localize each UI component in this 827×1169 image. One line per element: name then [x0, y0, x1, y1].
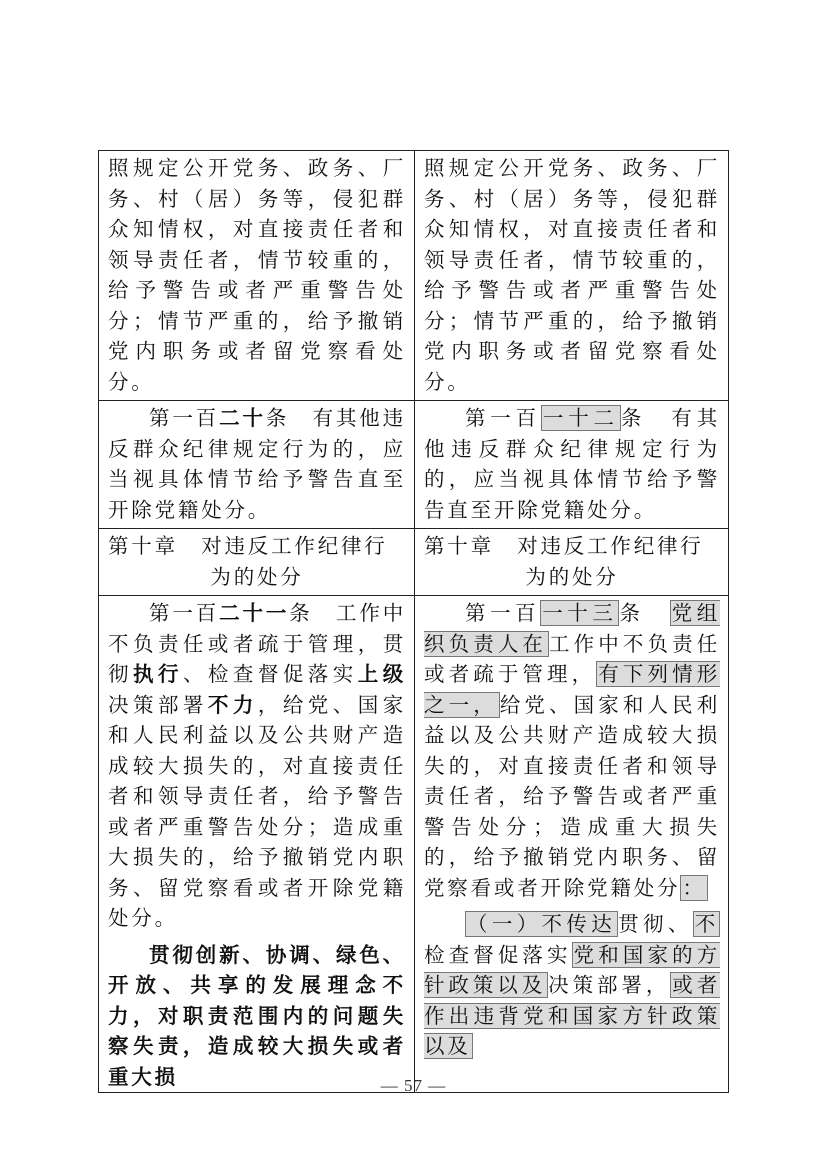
article-121-paragraph — [108, 598, 406, 934]
text-run: 照规定公开党务、政务、厂务、村（居）务等，侵犯群众知情权，对直接责任者和领导责任者，情节较重的，给予警告或者严重警告处分；情节严重的，给予撤销党内职务或者留党察看处分。 — [424, 156, 720, 394]
highlighted-change: （一）不传达 — [467, 912, 617, 936]
article-113-paragraph — [424, 598, 720, 903]
bold-text: 不力 — [207, 692, 258, 717]
bold-text: 贯彻创新、协调、绿色、开放、共享的发展理念不力，对职责范围内的问题失察失责，造成较大损失或者重大损 — [108, 942, 406, 1089]
chapter-heading-line: 为的处分 — [525, 564, 619, 589]
left-cell — [99, 151, 415, 401]
right-cell — [415, 401, 729, 529]
highlighted-change: 一十二 — [542, 406, 619, 430]
text-run: 条 有其他违反群众纪律规定行为的，应当视具体情节给予警告直至开除党籍处分。 — [108, 406, 406, 522]
text-run: 第一百 — [149, 406, 220, 430]
text-run: 第一百 — [465, 601, 541, 625]
article-112-paragraph — [424, 403, 720, 525]
left-cell — [99, 401, 415, 529]
chapter-heading — [108, 531, 406, 592]
article-120-paragraph — [108, 403, 406, 525]
text-run: 条 工作中不负责任或者疏于管理，贯彻 — [108, 601, 406, 686]
text-run: 贯彻、 — [618, 912, 693, 936]
text-run: 检查督促落实 — [424, 942, 572, 967]
text-run: 工作中不负责任或者疏于管理， — [424, 631, 720, 686]
text-run: 决策部署 — [108, 692, 208, 717]
right-cell — [415, 596, 729, 1093]
development-concept-paragraph — [108, 940, 406, 1093]
bold-text: 上级 — [357, 662, 407, 686]
table-row — [99, 529, 729, 596]
text-run: 第一百 — [149, 601, 220, 625]
text-run: 条 — [619, 601, 670, 625]
text-run: 条 有其他违反群众纪律规定行为的，应当视具体情节给予警告直至开除党籍处分。 — [424, 406, 721, 522]
bold-text: 二十 — [219, 406, 266, 430]
table-row — [99, 151, 729, 401]
text-run: 第一百 — [465, 406, 541, 430]
highlighted-change: 有下列情形之一， — [424, 662, 720, 717]
text-run: 给党、国家和人民利益以及公共财产造成较大损失的，对直接责任者和领导责任者，给予警告或者严重警告处分；造成重大损失的，给予撤销党内职务、留党察看或者开除党籍处分 — [424, 692, 720, 900]
chapter-heading-line: 第十章 对违反工作纪律行 — [424, 534, 704, 558]
page-number: — 57 — — [380, 1076, 447, 1095]
table-row — [99, 596, 729, 1093]
highlighted-change: 一十三 — [542, 601, 618, 625]
highlighted-change: 不 — [694, 912, 718, 936]
right-cell — [415, 151, 729, 401]
highlighted-change: ： — [682, 875, 706, 900]
chapter-heading-line: 为的处分 — [210, 564, 304, 589]
bold-text: 执行 — [132, 662, 183, 686]
highlighted-change: 党和国家的方针政策以及 — [424, 942, 720, 997]
text-run: 决策部署， — [548, 973, 671, 997]
text-run: ，给党、国家和人民利益以及公共财产造成较大损失的，对直接责任者和领导责任者，给予警告或者严重警告处分；造成重大损失的，给予撤销党内职务、留党察看或者开除党籍处分。 — [108, 692, 406, 930]
paragraph — [424, 153, 720, 397]
left-cell — [99, 529, 415, 596]
paragraph — [108, 153, 406, 397]
left-cell — [99, 596, 415, 1093]
chapter-heading — [424, 531, 720, 592]
chapter-heading-line: 第十章 对违反工作纪律行 — [108, 534, 388, 558]
text-run: 、检查督促落实 — [182, 662, 358, 686]
item-1-paragraph — [424, 909, 720, 1062]
text-run: 照规定公开党务、政务、厂务、村（居）务等，侵犯群众知情权，对直接责任者和领导责任者，情节较重的，给予警告或者严重警告处分；情节严重的，给予撤销党内职务或者留党察看处分。 — [108, 156, 406, 394]
highlighted-change: 或者作出违背党和国家方针政策以及 — [424, 973, 721, 1058]
comparison-table — [98, 150, 729, 1093]
bold-text: 二十一 — [219, 601, 290, 625]
right-cell — [415, 529, 729, 596]
highlighted-change: 党组织负责人在 — [424, 601, 720, 656]
table-row — [99, 401, 729, 529]
